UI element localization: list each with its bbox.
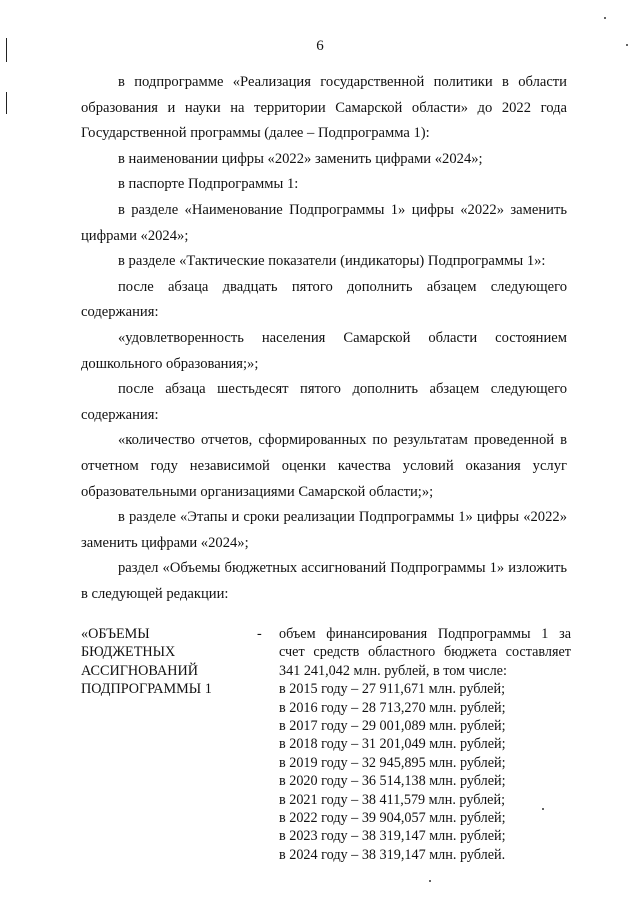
funding-intro: объем финансирования Подпрограммы 1 за счет средств областного бюджета составляет 341 241,042 млн. рублей, в том числе: xyxy=(279,626,571,679)
scan-speck xyxy=(429,880,431,882)
year-funding-line: в 2017 году – 29 001,089 млн. рублей; xyxy=(279,718,506,735)
year-funding-line: в 2018 году – 31 201,049 млн. рублей; xyxy=(279,736,506,753)
paragraph: в подпрограмме «Реализация государственной политики в области образования и науки на территории Самарской области» до 2022 года Государственной программы (далее – Подпрограмма 1): xyxy=(81,74,567,142)
budget-allocation-table xyxy=(81,625,571,864)
paragraph: в разделе «Этапы и сроки реализации Подпрограммы 1» цифры «2022» заменить цифрами «2024»; xyxy=(81,509,567,551)
year-funding-line: в 2023 году – 38 319,147 млн. рублей; xyxy=(279,828,506,845)
paragraph: в паспорте Подпрограммы 1: xyxy=(118,176,299,193)
paragraph: в наименовании цифры «2022» заменить цифрами «2024»; xyxy=(118,150,483,167)
scan-edge-mark xyxy=(6,92,7,114)
year-funding-line: в 2016 году – 28 713,270 млн. рублей; xyxy=(279,699,506,716)
heading-line: БЮДЖЕТНЫХ xyxy=(81,644,176,661)
paragraph: в разделе «Наименование Подпрограммы 1» цифры «2022» заменить цифрами «2024»; xyxy=(81,201,567,244)
page-number: 6 xyxy=(316,38,324,54)
paragraph: раздел «Объемы бюджетных ассигнований Подпрограммы 1» изложить в следующей редакции: xyxy=(81,560,567,602)
document-body xyxy=(81,70,567,607)
heading-line: АССИГНОВАНИЙ xyxy=(81,662,198,679)
paragraph: «удовлетворенность населения Самарской области состоянием дошкольного образования;»; xyxy=(81,329,567,372)
year-funding-line: в 2022 году – 39 904,057 млн. рублей; xyxy=(279,810,506,827)
scan-speck xyxy=(604,17,606,19)
year-funding-line: в 2020 году – 36 514,138 млн. рублей; xyxy=(279,773,506,790)
paragraph: после абзаца двадцать пятого дополнить абзацем следующего содержания: xyxy=(81,278,567,321)
paragraph: «количество отчетов, сформированных по результатам проведенной в отчетном году независимой оценки качества условий оказания услуг образовательными организациями Самарской области;»; xyxy=(81,432,567,500)
heading-line: ПОДПРОГРАММЫ 1 xyxy=(81,681,212,698)
funding-details xyxy=(279,625,571,864)
heading-line: «ОБЪЕМЫ xyxy=(81,626,150,642)
year-funding-line: в 2015 году – 27 911,671 млн. рублей; xyxy=(279,681,506,698)
dash-separator: - xyxy=(257,626,262,642)
year-funding-line: в 2021 году – 38 411,579 млн. рублей; xyxy=(279,791,506,808)
year-funding-line: в 2019 году – 32 945,895 млн. рублей; xyxy=(279,754,506,771)
paragraph: после абзаца шестьдесят пятого дополнить абзацем следующего содержания: xyxy=(81,381,567,423)
paragraph: в разделе «Тактические показатели (индикаторы) Подпрограммы 1»: xyxy=(118,253,546,270)
year-funding-line: в 2024 году – 38 319,147 млн. рублей. xyxy=(279,846,506,863)
section-heading xyxy=(81,625,257,864)
